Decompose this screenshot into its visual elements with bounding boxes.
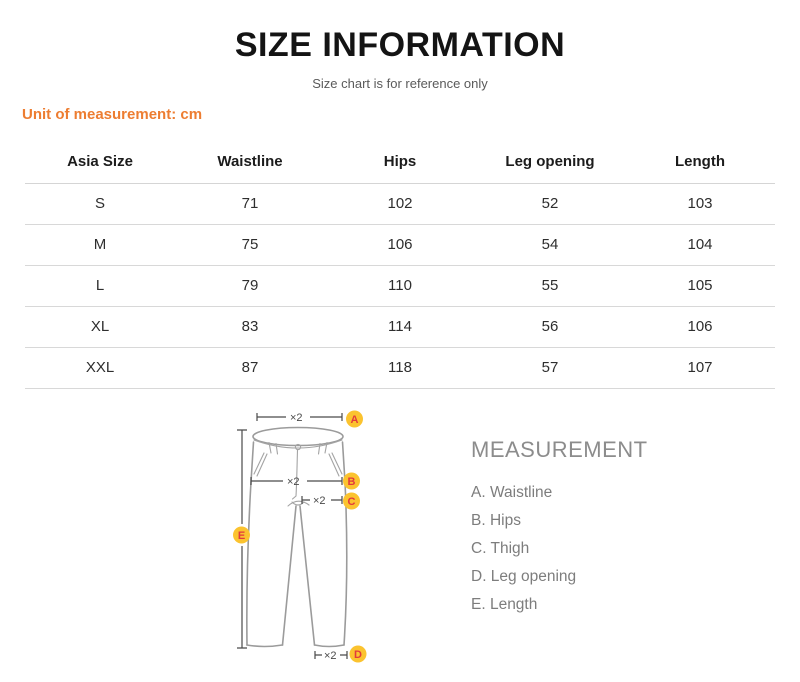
times-two-label: ×2	[324, 650, 337, 662]
table-cell: 52	[475, 183, 625, 224]
times-two-label: ×2	[287, 476, 300, 488]
svg-text:B: B	[347, 476, 356, 488]
table-row	[25, 183, 775, 224]
waistline-annotation	[257, 412, 342, 424]
measurement-item-leg-opening: D. Leg opening	[471, 568, 577, 585]
thigh-annotation	[302, 495, 342, 507]
table-cell: 105	[625, 265, 775, 306]
table-cell: 106	[325, 224, 475, 265]
table-row	[25, 306, 775, 347]
svg-text:A: A	[350, 414, 359, 426]
measurement-list	[471, 485, 711, 625]
size-table-header	[25, 140, 775, 183]
table-row	[25, 224, 775, 265]
measurement-heading: MEASUREMENT	[471, 437, 648, 462]
size-table-body	[25, 183, 775, 388]
table-cell: 106	[625, 306, 775, 347]
times-two-label: ×2	[290, 412, 303, 424]
hips-annotation	[251, 476, 342, 488]
svg-text:C: C	[347, 496, 356, 508]
table-cell: 107	[625, 347, 775, 388]
table-cell: XL	[25, 306, 175, 347]
pants-measurement-diagram	[218, 398, 378, 678]
table-cell: L	[25, 265, 175, 306]
table-row	[25, 265, 775, 306]
table-cell: 75	[175, 224, 325, 265]
table-cell: 55	[475, 265, 625, 306]
table-cell: S	[25, 183, 175, 224]
table-cell: 57	[475, 347, 625, 388]
table-cell: M	[25, 224, 175, 265]
size-table	[25, 140, 775, 389]
column-header-hips: Hips	[325, 140, 475, 183]
table-cell: 103	[625, 183, 775, 224]
measurement-item-thigh: C. Thigh	[471, 540, 530, 557]
table-cell: 71	[175, 183, 325, 224]
leg-opening-annotation	[315, 650, 347, 662]
table-cell: 56	[475, 306, 625, 347]
page-subtitle: Size chart is for reference only	[312, 76, 488, 91]
badge-d	[350, 646, 367, 663]
column-header-waistline: Waistline	[175, 140, 325, 183]
table-header-row	[25, 140, 775, 183]
page-title: SIZE INFORMATION	[234, 26, 566, 64]
badge-e	[233, 527, 250, 544]
measurement-legend	[471, 437, 711, 625]
table-cell: 54	[475, 224, 625, 265]
badge-a	[346, 411, 363, 428]
table-row	[25, 347, 775, 388]
badge-c	[343, 493, 360, 510]
table-cell: 102	[325, 183, 475, 224]
times-two-label: ×2	[313, 495, 326, 507]
table-cell: 79	[175, 265, 325, 306]
svg-text:E: E	[237, 530, 246, 542]
column-header-length: Length	[625, 140, 775, 183]
table-cell: 114	[325, 306, 475, 347]
table-cell: XXL	[25, 347, 175, 388]
table-cell: 110	[325, 265, 475, 306]
measurement-item-hips: B. Hips	[471, 512, 521, 529]
measurement-item-length: E. Length	[471, 596, 538, 613]
column-header-asia-size: Asia Size	[25, 140, 175, 183]
table-cell: 118	[325, 347, 475, 388]
pants-drawing-icon	[247, 428, 347, 647]
unit-of-measurement-label: Unit of measurement: cm	[22, 106, 203, 123]
table-cell: 83	[175, 306, 325, 347]
table-cell: 87	[175, 347, 325, 388]
badge-b	[343, 473, 360, 490]
table-cell: 104	[625, 224, 775, 265]
svg-text:D: D	[354, 649, 362, 661]
column-header-leg-opening: Leg opening	[475, 140, 625, 183]
measurement-item-waistline: A. Waistline	[471, 484, 553, 501]
